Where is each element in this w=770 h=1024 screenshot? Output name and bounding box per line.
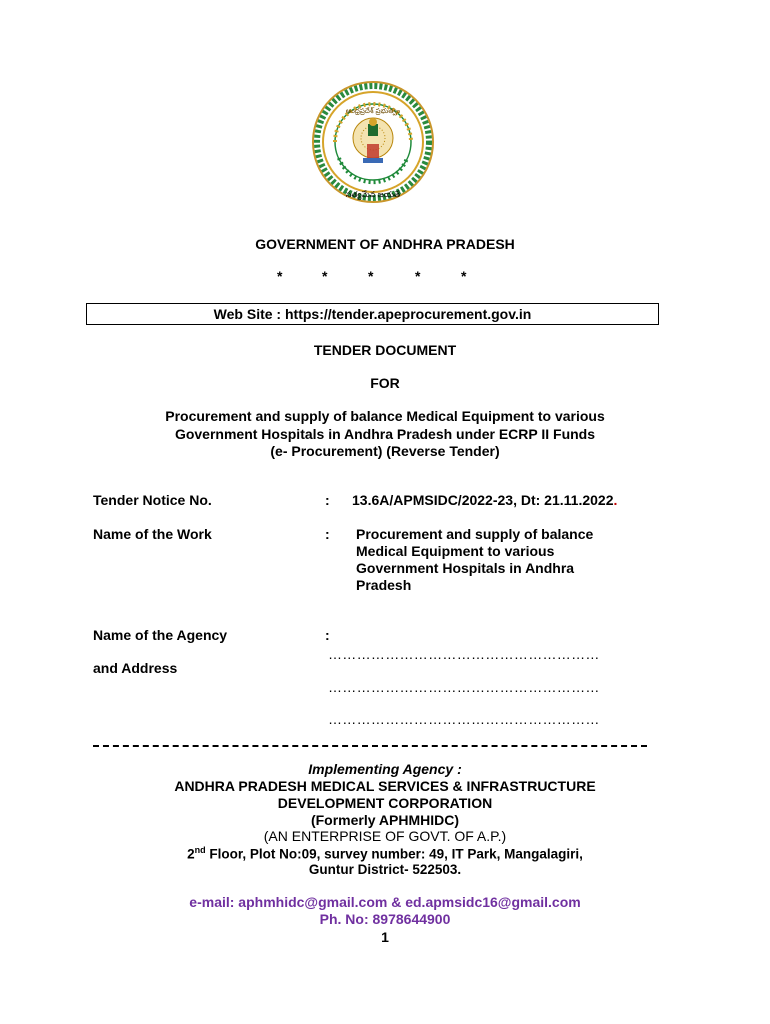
colon: : xyxy=(325,492,330,508)
subject-line: Government Hospitals in Andhra Pradesh under ECRP II Funds xyxy=(174,425,596,442)
star: * xyxy=(415,268,421,284)
star: * xyxy=(322,268,328,284)
colon: : xyxy=(325,526,330,542)
star-separator xyxy=(0,268,770,288)
emblem-top-text: ఆంధ్రప్రదేశ్ ప్రభుత్వం xyxy=(345,108,401,115)
work-line: Procurement and supply of balance xyxy=(356,526,594,542)
work-name-value xyxy=(356,526,593,594)
work-line: Government Hospitals in Andhra xyxy=(356,560,575,576)
address-blank-line: ………………………………………………… xyxy=(328,679,600,695)
state-emblem-logo xyxy=(311,80,435,204)
tender-notice-label: Tender Notice No. xyxy=(93,492,212,508)
address-line: Guntur District- 522503. xyxy=(308,862,462,877)
work-line: Pradesh xyxy=(356,577,412,593)
formerly-text: (Formerly APHMHIDC) xyxy=(310,812,460,828)
implementing-agency-label: Implementing Agency : xyxy=(308,761,462,777)
government-heading: GOVERNMENT OF ANDHRA PRADESH xyxy=(255,236,515,252)
star: * xyxy=(277,268,283,284)
org-name-line: DEVELOPMENT CORPORATION xyxy=(277,795,493,811)
address-blank-line: ………………………………………………… xyxy=(328,711,600,727)
tender-subject xyxy=(0,408,770,461)
website-box xyxy=(86,303,659,325)
work-line: Medical Equipment to various xyxy=(356,543,555,559)
agency-blank-line: ………………………………………………… xyxy=(328,646,600,662)
star: * xyxy=(368,268,374,284)
work-name-label: Name of the Work xyxy=(93,526,212,542)
tender-notice-value: 13.6A/APMSIDC/2022-23, Dt: 21.11.2022. xyxy=(352,492,618,508)
website-text: Web Site : https://tender.apeprocurement.gov.in xyxy=(213,306,532,322)
dashed-divider xyxy=(93,745,647,747)
email-text: e-mail: aphmhidc@gmail.com & ed.apmsidc16@gmail.com xyxy=(189,894,581,910)
emblem-motto: సత్యమేవ జయతే xyxy=(345,190,401,199)
document-title: TENDER DOCUMENT xyxy=(313,342,457,358)
subject-line: (e- Procurement) (Reverse Tender) xyxy=(270,443,500,459)
enterprise-text: (AN ENTERPRISE OF GOVT. OF A.P.) xyxy=(263,828,507,844)
address-line: 2nd Floor, Plot No:09, survey number: 49, IT Park, Mangalagiri, xyxy=(187,845,583,862)
agency-label: Name of the Agency xyxy=(93,627,228,643)
page-number: 1 xyxy=(381,929,389,945)
address-label: and Address xyxy=(93,660,178,676)
star: * xyxy=(461,268,467,284)
colon: : xyxy=(325,627,330,643)
for-text: FOR xyxy=(370,375,400,391)
subject-line: Procurement and supply of balance Medical Equipment to various xyxy=(165,408,605,424)
org-name-line: ANDHRA PRADESH MEDICAL SERVICES & INFRASTRUCTURE xyxy=(174,778,596,794)
phone-text: Ph. No: 8978644900 xyxy=(319,911,451,927)
